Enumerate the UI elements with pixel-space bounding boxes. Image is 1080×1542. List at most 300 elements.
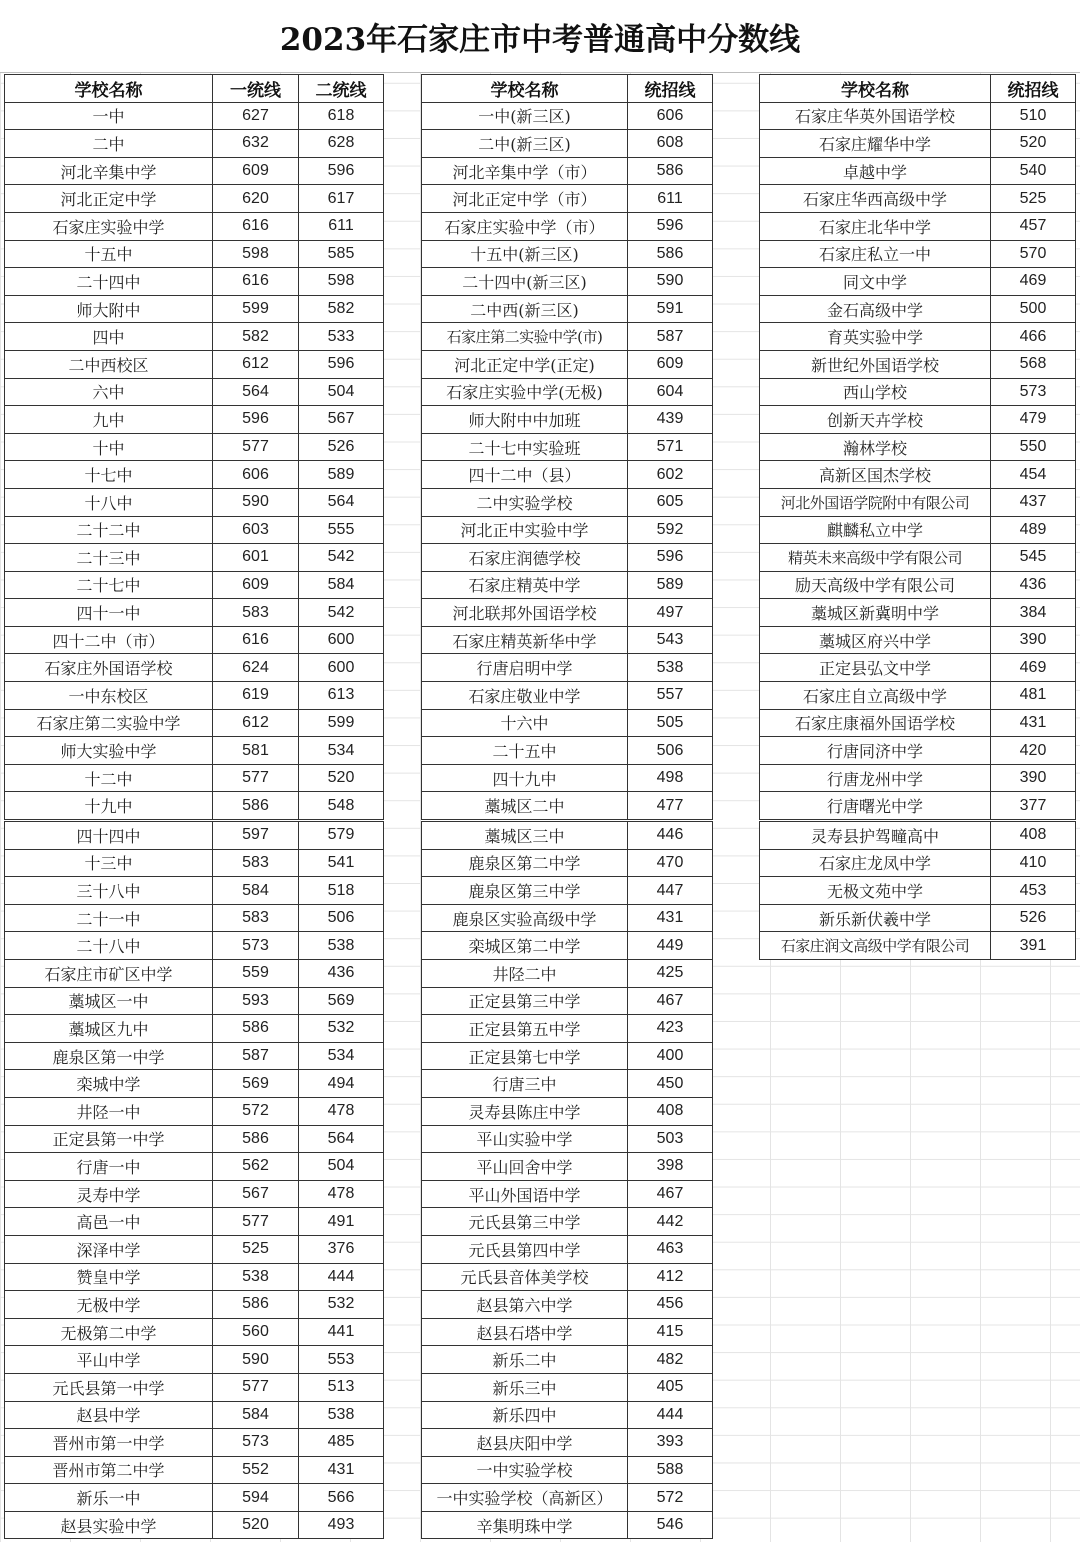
table-row	[422, 654, 713, 682]
score-cell: 548	[299, 792, 384, 821]
school-name-cell: 藁城区一中	[5, 987, 213, 1015]
school-name-cell: 新乐四中	[422, 1401, 628, 1429]
table-row	[5, 1484, 384, 1512]
table-row	[422, 1484, 713, 1512]
score-cell: 454	[991, 461, 1076, 489]
score-cell: 391	[991, 932, 1076, 960]
score-cell: 431	[628, 904, 713, 932]
school-name-cell: 四十四中	[5, 821, 213, 850]
table-row	[760, 654, 1076, 682]
score-cell: 423	[628, 1015, 713, 1043]
school-name-cell: 一中实验学校（高新区）	[422, 1484, 628, 1512]
table-row	[760, 904, 1076, 932]
score-cell: 596	[213, 406, 299, 434]
school-name-cell: 石家庄耀华中学	[760, 130, 991, 158]
score-cell: 482	[628, 1346, 713, 1374]
score-cell: 431	[299, 1456, 384, 1484]
school-name-cell: 无极文苑中学	[760, 877, 991, 905]
score-cell: 583	[213, 849, 299, 877]
table-row	[760, 378, 1076, 406]
school-name-cell: 高新区国杰学校	[760, 461, 991, 489]
school-name-cell: 石家庄自立高级中学	[760, 682, 991, 710]
table-row	[760, 323, 1076, 351]
school-name-cell: 二十三中	[5, 544, 213, 572]
score-cell: 494	[299, 1070, 384, 1098]
school-name-cell: 井陉一中	[5, 1097, 213, 1125]
column-header-school: 学校名称	[422, 75, 628, 103]
school-name-cell: 新乐二中	[422, 1346, 628, 1374]
school-name-cell: 二十七中	[5, 571, 213, 599]
school-name-cell: 晋州市第一中学	[5, 1429, 213, 1457]
school-name-cell: 同文中学	[760, 268, 991, 296]
score-cell: 584	[299, 571, 384, 599]
school-name-cell: 鹿泉区第一中学	[5, 1042, 213, 1070]
school-name-cell: 无极中学	[5, 1291, 213, 1319]
table-row	[5, 268, 384, 296]
score-cell: 541	[299, 849, 384, 877]
school-name-cell: 十七中	[5, 461, 213, 489]
score-cell: 532	[299, 1015, 384, 1043]
school-name-cell: 师大附中中加班	[422, 406, 628, 434]
score-cell: 500	[991, 295, 1076, 323]
table-row	[5, 1070, 384, 1098]
school-name-cell: 鹿泉区实验高级中学	[422, 904, 628, 932]
school-name-cell: 正定县第一中学	[5, 1125, 213, 1153]
table-row	[422, 821, 713, 850]
school-name-cell: 二十一中	[5, 904, 213, 932]
school-name-cell: 赞皇中学	[5, 1263, 213, 1291]
score-cell: 572	[213, 1097, 299, 1125]
score-cell: 566	[299, 1484, 384, 1512]
school-name-cell: 鹿泉区第二中学	[422, 849, 628, 877]
score-cell: 579	[299, 821, 384, 850]
score-cell: 540	[991, 157, 1076, 185]
score-cell: 545	[991, 544, 1076, 572]
score-cell: 408	[628, 1097, 713, 1125]
score-cell: 577	[213, 433, 299, 461]
school-name-cell: 正定县第七中学	[422, 1042, 628, 1070]
score-cell: 491	[299, 1208, 384, 1236]
school-name-cell: 二十四中(新三区)	[422, 268, 628, 296]
table-row	[422, 102, 713, 130]
table-row	[422, 157, 713, 185]
school-name-cell: 石家庄第二实验中学	[5, 709, 213, 737]
score-table-3	[759, 74, 1076, 960]
score-cell: 591	[628, 295, 713, 323]
school-name-cell: 行唐启明中学	[422, 654, 628, 682]
school-name-cell: 金石高级中学	[760, 295, 991, 323]
school-name-cell: 行唐曙光中学	[760, 792, 991, 821]
school-name-cell: 二十二中	[5, 516, 213, 544]
table-row	[5, 1180, 384, 1208]
score-cell: 567	[213, 1180, 299, 1208]
table-row	[760, 682, 1076, 710]
score-cell: 589	[299, 461, 384, 489]
score-cell: 534	[299, 1042, 384, 1070]
table-row	[422, 544, 713, 572]
score-cell: 573	[213, 1429, 299, 1457]
score-cell: 612	[213, 709, 299, 737]
table-row	[5, 599, 384, 627]
table-row	[760, 821, 1076, 850]
table-row	[422, 1429, 713, 1457]
score-cell: 559	[213, 960, 299, 988]
table-row	[760, 406, 1076, 434]
school-name-cell: 藁城区新冀明中学	[760, 599, 991, 627]
table-row	[5, 987, 384, 1015]
school-name-cell: 师大实验中学	[5, 737, 213, 765]
school-name-cell: 二中西(新三区)	[422, 295, 628, 323]
table-row	[760, 461, 1076, 489]
score-cell: 596	[299, 157, 384, 185]
table-row	[422, 1180, 713, 1208]
table-row	[422, 1373, 713, 1401]
score-cell: 525	[991, 185, 1076, 213]
school-name-cell: 赵县石塔中学	[422, 1318, 628, 1346]
table-row	[422, 323, 713, 351]
score-cell: 583	[213, 904, 299, 932]
school-name-cell: 石家庄精英新华中学	[422, 626, 628, 654]
score-cell: 442	[628, 1208, 713, 1236]
table-row	[422, 1235, 713, 1263]
score-cell: 608	[628, 130, 713, 158]
table-row	[422, 488, 713, 516]
score-cell: 470	[628, 849, 713, 877]
table-row	[422, 626, 713, 654]
school-name-cell: 十中	[5, 433, 213, 461]
school-name-cell: 石家庄实验中学（市）	[422, 212, 628, 240]
score-cell: 518	[299, 877, 384, 905]
score-cell: 449	[628, 932, 713, 960]
score-cell: 596	[299, 350, 384, 378]
table-row	[422, 240, 713, 268]
score-cell: 506	[628, 737, 713, 765]
table-row	[5, 764, 384, 792]
score-cell: 601	[213, 544, 299, 572]
score-cell: 587	[213, 1042, 299, 1070]
score-cell: 478	[299, 1097, 384, 1125]
score-cell: 600	[299, 626, 384, 654]
table-row	[5, 682, 384, 710]
table-row	[422, 378, 713, 406]
table-row	[5, 932, 384, 960]
score-cell: 586	[213, 1291, 299, 1319]
school-name-cell: 石家庄龙凤中学	[760, 849, 991, 877]
score-cell: 627	[213, 102, 299, 130]
score-cell: 477	[628, 792, 713, 821]
table-row	[5, 626, 384, 654]
score-cell: 525	[213, 1235, 299, 1263]
score-cell: 564	[299, 488, 384, 516]
table-row	[760, 185, 1076, 213]
score-cell: 506	[299, 904, 384, 932]
score-cell: 570	[991, 240, 1076, 268]
score-cell: 489	[991, 516, 1076, 544]
score-cell: 586	[213, 1015, 299, 1043]
score-cell: 582	[299, 295, 384, 323]
score-cell: 485	[299, 1429, 384, 1457]
school-name-cell: 河北正定中学	[5, 185, 213, 213]
table-row	[422, 1456, 713, 1484]
table-row	[5, 877, 384, 905]
table-row	[422, 1318, 713, 1346]
score-cell: 624	[213, 654, 299, 682]
table-row	[760, 932, 1076, 960]
school-name-cell: 藁城区三中	[422, 821, 628, 850]
score-cell: 586	[628, 157, 713, 185]
score-cell: 569	[299, 987, 384, 1015]
score-cell: 586	[213, 792, 299, 821]
table-row	[422, 1070, 713, 1098]
school-name-cell: 高邑一中	[5, 1208, 213, 1236]
table-row	[422, 516, 713, 544]
score-cell: 505	[628, 709, 713, 737]
school-name-cell: 麒麟私立中学	[760, 516, 991, 544]
table-row	[760, 488, 1076, 516]
table-row	[5, 849, 384, 877]
score-cell: 498	[628, 764, 713, 792]
score-cell: 598	[299, 268, 384, 296]
column-header-school: 学校名称	[760, 75, 991, 103]
score-cell: 436	[299, 960, 384, 988]
school-name-cell: 石家庄私立一中	[760, 240, 991, 268]
table-row	[422, 737, 713, 765]
table-row	[5, 960, 384, 988]
school-name-cell: 河北辛集中学	[5, 157, 213, 185]
school-name-cell: 十二中	[5, 764, 213, 792]
score-cell: 560	[213, 1318, 299, 1346]
score-cell: 586	[213, 1125, 299, 1153]
school-name-cell: 深泽中学	[5, 1235, 213, 1263]
score-cell: 377	[991, 792, 1076, 821]
score-cell: 617	[299, 185, 384, 213]
score-cell: 412	[628, 1263, 713, 1291]
score-cell: 526	[991, 904, 1076, 932]
score-cell: 592	[628, 516, 713, 544]
school-name-cell: 四十九中	[422, 764, 628, 792]
score-cell: 609	[213, 157, 299, 185]
score-cell: 431	[991, 709, 1076, 737]
table-row	[5, 1346, 384, 1374]
school-name-cell: 行唐三中	[422, 1070, 628, 1098]
school-name-cell: 无极第二中学	[5, 1318, 213, 1346]
table-row	[5, 904, 384, 932]
score-cell: 603	[213, 516, 299, 544]
table-row	[760, 626, 1076, 654]
table-row	[5, 212, 384, 240]
score-cell: 611	[628, 185, 713, 213]
score-cell: 408	[991, 821, 1076, 850]
table-row	[422, 1401, 713, 1429]
table-header-row	[422, 75, 713, 103]
score-cell: 550	[991, 433, 1076, 461]
table-row	[422, 350, 713, 378]
table-row	[422, 1042, 713, 1070]
score-cell: 567	[299, 406, 384, 434]
school-name-cell: 栾城中学	[5, 1070, 213, 1098]
score-cell: 552	[213, 1456, 299, 1484]
score-cell: 616	[213, 268, 299, 296]
school-name-cell: 新乐三中	[422, 1373, 628, 1401]
score-cell: 568	[991, 350, 1076, 378]
table-row	[760, 599, 1076, 627]
column-header-school: 学校名称	[5, 75, 213, 103]
score-cell: 577	[213, 764, 299, 792]
table-row	[422, 904, 713, 932]
score-cell: 605	[628, 488, 713, 516]
school-name-cell: 井陉二中	[422, 960, 628, 988]
score-cell: 532	[299, 1291, 384, 1319]
score-cell: 628	[299, 130, 384, 158]
school-name-cell: 一中东校区	[5, 682, 213, 710]
score-cell: 562	[213, 1153, 299, 1181]
table-row	[422, 792, 713, 821]
score-cell: 606	[628, 102, 713, 130]
score-cell: 616	[213, 212, 299, 240]
score-cell: 613	[299, 682, 384, 710]
score-cell: 446	[628, 821, 713, 850]
school-name-cell: 元氏县音体美学校	[422, 1263, 628, 1291]
score-cell: 493	[299, 1511, 384, 1539]
school-name-cell: 精英未来高级中学有限公司	[760, 544, 991, 572]
score-cell: 390	[991, 626, 1076, 654]
score-cell: 546	[628, 1511, 713, 1539]
school-name-cell: 灵寿县护驾疃高中	[760, 821, 991, 850]
table-row	[422, 1097, 713, 1125]
table-row	[5, 295, 384, 323]
school-name-cell: 育英实验中学	[760, 323, 991, 351]
table-row	[5, 1291, 384, 1319]
table-row	[422, 849, 713, 877]
school-name-cell: 平山中学	[5, 1346, 213, 1374]
school-name-cell: 一中(新三区)	[422, 102, 628, 130]
table-row	[5, 737, 384, 765]
score-cell: 533	[299, 323, 384, 351]
score-cell: 441	[299, 1318, 384, 1346]
score-cell: 479	[991, 406, 1076, 434]
table-row	[422, 1208, 713, 1236]
table-row	[5, 821, 384, 850]
score-cell: 599	[213, 295, 299, 323]
school-name-cell: 石家庄润德学校	[422, 544, 628, 572]
table-row	[760, 295, 1076, 323]
score-cell: 469	[991, 654, 1076, 682]
table-row	[422, 1125, 713, 1153]
table-row	[760, 737, 1076, 765]
table-row	[5, 516, 384, 544]
school-name-cell: 二中实验学校	[422, 488, 628, 516]
score-cell: 497	[628, 599, 713, 627]
school-name-cell: 河北正中实验中学	[422, 516, 628, 544]
score-cell: 504	[299, 1153, 384, 1181]
column-header-line: 统招线	[991, 75, 1076, 103]
school-name-cell: 行唐同济中学	[760, 737, 991, 765]
table-row	[422, 599, 713, 627]
school-name-cell: 平山回舍中学	[422, 1153, 628, 1181]
school-name-cell: 瀚林学校	[760, 433, 991, 461]
school-name-cell: 新乐一中	[5, 1484, 213, 1512]
table-row	[760, 792, 1076, 821]
table-row	[422, 212, 713, 240]
score-cell: 466	[991, 323, 1076, 351]
column-header-line2: 二统线	[299, 75, 384, 103]
school-name-cell: 四十一中	[5, 599, 213, 627]
score-cell: 376	[299, 1235, 384, 1263]
column-header-line1: 一统线	[213, 75, 299, 103]
score-cell: 410	[991, 849, 1076, 877]
score-cell: 457	[991, 212, 1076, 240]
school-name-cell: 河北辛集中学（市）	[422, 157, 628, 185]
score-cell: 542	[299, 544, 384, 572]
score-cell: 405	[628, 1373, 713, 1401]
table-row	[760, 157, 1076, 185]
score-cell: 588	[628, 1456, 713, 1484]
score-cell: 447	[628, 877, 713, 905]
school-name-cell: 励天高级中学有限公司	[760, 571, 991, 599]
score-cell: 520	[213, 1511, 299, 1539]
score-cell: 453	[991, 877, 1076, 905]
table-row	[422, 130, 713, 158]
score-cell: 618	[299, 102, 384, 130]
school-name-cell: 卓越中学	[760, 157, 991, 185]
table-row	[5, 1042, 384, 1070]
table-row	[760, 516, 1076, 544]
table-row	[5, 461, 384, 489]
table-row	[760, 709, 1076, 737]
table-header-row	[5, 75, 384, 103]
score-cell: 590	[628, 268, 713, 296]
table-row	[5, 240, 384, 268]
school-name-cell: 十五中	[5, 240, 213, 268]
school-name-cell: 赵县中学	[5, 1401, 213, 1429]
table-row	[422, 932, 713, 960]
school-name-cell: 赵县庆阳中学	[422, 1429, 628, 1457]
school-name-cell: 河北联邦外国语学校	[422, 599, 628, 627]
score-cell: 594	[213, 1484, 299, 1512]
score-cell: 463	[628, 1235, 713, 1263]
score-cell: 590	[213, 488, 299, 516]
school-name-cell: 栾城区第二中学	[422, 932, 628, 960]
table-row	[422, 987, 713, 1015]
score-cell: 555	[299, 516, 384, 544]
score-cell: 504	[299, 378, 384, 406]
score-cell: 612	[213, 350, 299, 378]
score-cell: 450	[628, 1070, 713, 1098]
table-row	[422, 1346, 713, 1374]
school-name-cell: 西山学校	[760, 378, 991, 406]
table-row	[5, 1263, 384, 1291]
score-cell: 538	[299, 932, 384, 960]
school-name-cell: 石家庄第二实验中学(市)	[422, 323, 628, 351]
table-row	[5, 350, 384, 378]
table-row	[422, 461, 713, 489]
table-row	[760, 268, 1076, 296]
table-row	[5, 406, 384, 434]
score-cell: 503	[628, 1125, 713, 1153]
column-header-line: 统招线	[628, 75, 713, 103]
score-cell: 604	[628, 378, 713, 406]
school-name-cell: 元氏县第一中学	[5, 1373, 213, 1401]
score-cell: 577	[213, 1208, 299, 1236]
score-cell: 584	[213, 877, 299, 905]
school-name-cell: 石家庄实验中学(无极)	[422, 378, 628, 406]
score-cell: 602	[628, 461, 713, 489]
school-name-cell: 石家庄华西高级中学	[760, 185, 991, 213]
school-name-cell: 赵县实验中学	[5, 1511, 213, 1539]
score-cell: 538	[628, 654, 713, 682]
score-cell: 611	[299, 212, 384, 240]
table-row	[5, 1429, 384, 1457]
